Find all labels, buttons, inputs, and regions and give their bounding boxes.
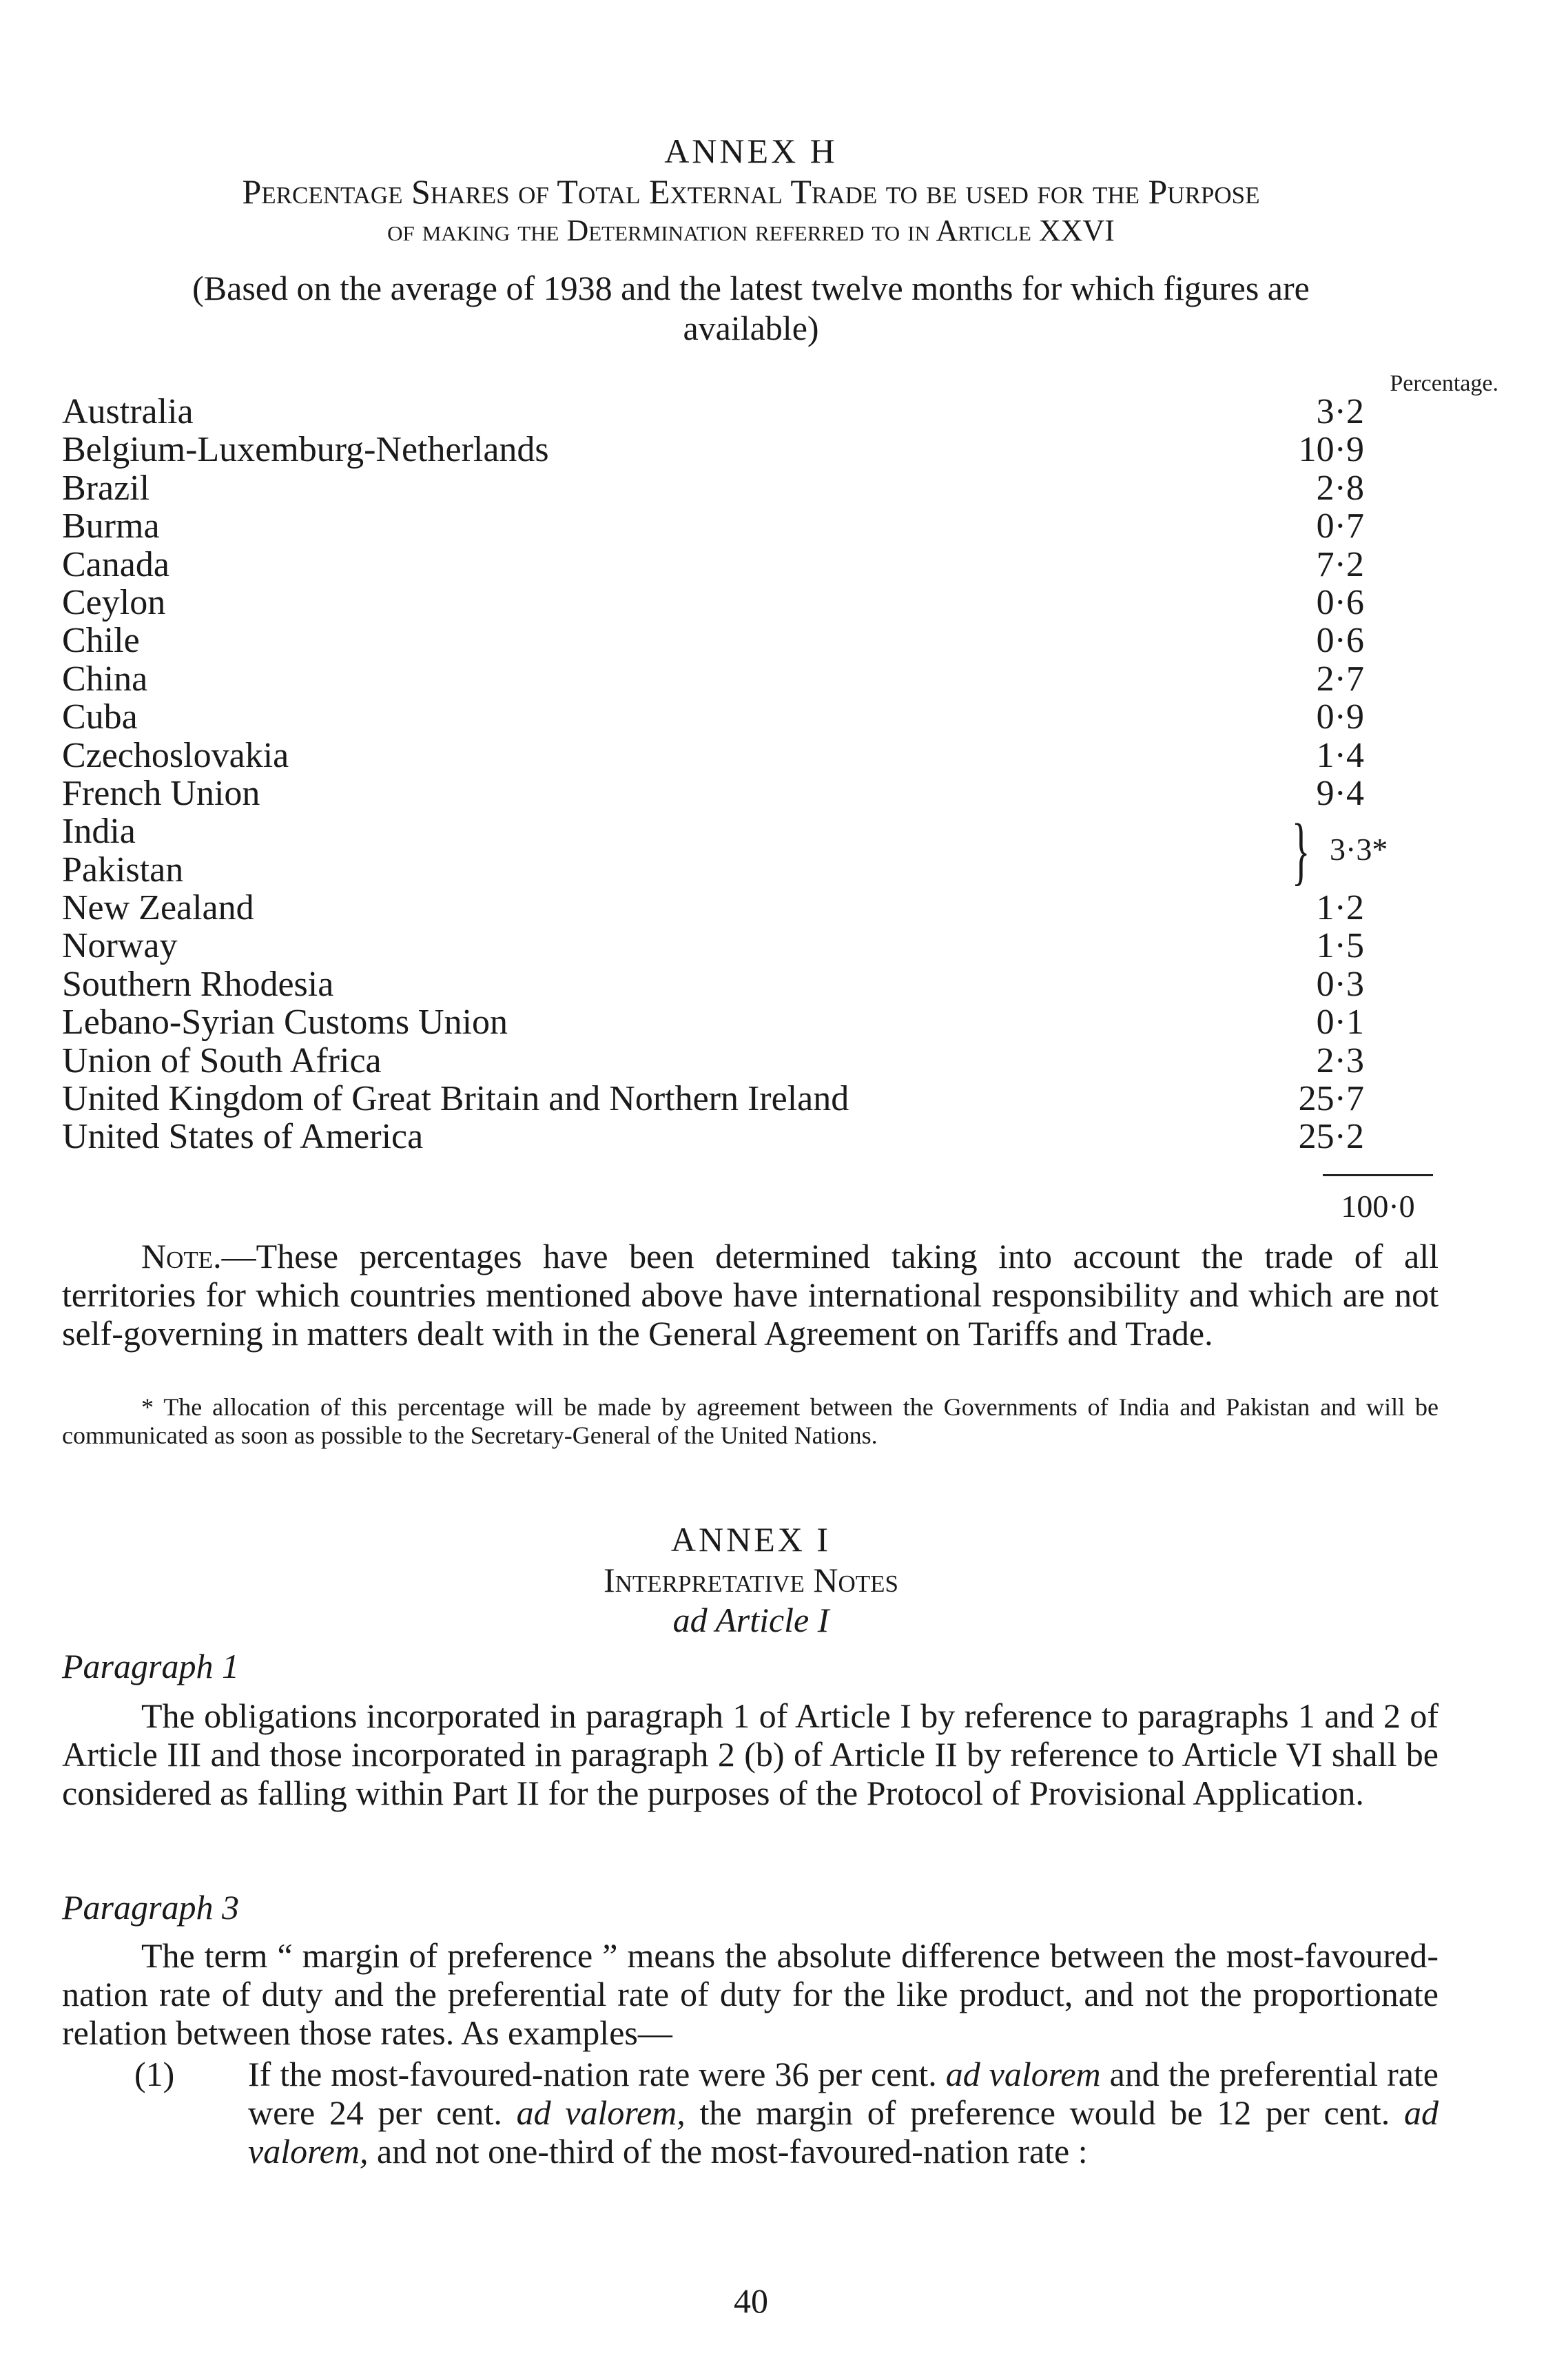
example-number: (1) (134, 2055, 175, 2093)
table-row: Belgium-Luxemburg-Netherlands 10·9 (62, 430, 1364, 470)
table-row: Lebano-Syrian Customs Union 0·1 (62, 1003, 1364, 1043)
table-row: Ceylon 0·6 (62, 582, 1364, 622)
table-row: Pakistan (62, 850, 184, 890)
table-row: French Union 9·4 (62, 773, 1364, 813)
footnote: * The allocation of this percentage will be made by agreement between the Governments of India and Pakistan and will be communicated as soon as possible to the Secretary-General of the United Nations. (62, 1393, 1439, 1449)
table-row: Czechoslovakia 1·4 (62, 735, 1364, 775)
table-row: Canada 7·2 (62, 544, 1364, 584)
paragraph-1-text: The obligations incorporated in paragraph 1 of Article I by reference to paragraphs 1 and 2 of Article III and those incorporated in paragraph 2 (b) of Article II by reference to Article VI shall be considered as falling within Part II for the purposes of the Protocol of Provisional Application. (62, 1696, 1439, 1812)
table-row: Norway 1·5 (62, 926, 1364, 966)
percentage-column-header: Percentage. (1390, 371, 1498, 396)
table-row: United States of America 25·2 (62, 1117, 1364, 1157)
document-page (62, 0, 1498, 2380)
table-row: Union of South Africa 2·3 (62, 1040, 1364, 1080)
table-row: Chile 0·6 (62, 621, 1364, 661)
percentage-table (62, 393, 1440, 1156)
brace-symbol: } (1292, 808, 1310, 893)
annex-h-subtitle-line1: Percentage Shares of Total External Trade to be used for the Purpose (242, 172, 1260, 211)
paragraph-3-text: The term “ margin of preference ” means the absolute difference between the most-favoured-nation rate of duty and the preferential rate of duty for the like product, and not the proportionate relation between those rates. As examples— (62, 1936, 1439, 2052)
annex-i-title: ANNEX I (670, 1520, 832, 1559)
paragraph-3-heading: Paragraph 3 (62, 1888, 239, 1927)
note-paragraph: Note.—These percentages have been determined taking into account the trade of all territories for which countries mentioned above have international responsibility and which are not self-governing in matters dealt with in the General Agreement on Tariffs and Trade. (62, 1237, 1439, 1353)
total-value: 100·0 (1341, 1189, 1415, 1224)
page-number: 40 (734, 2281, 768, 2320)
article-heading: ad Article I (672, 1601, 829, 1639)
table-row: Australia 3·2 (62, 392, 1364, 431)
table-row: Burma 0·7 (62, 506, 1364, 546)
annex-h-title: ANNEX H (664, 132, 838, 170)
table-row: United Kingdom of Great Britain and Northern Ireland 25·7 (62, 1079, 1364, 1119)
table-row: New Zealand 1·2 (62, 888, 1364, 928)
table-row: China 2·7 (62, 659, 1364, 699)
basis-line2: available) (683, 309, 819, 347)
table-row: Brazil 2·8 (62, 468, 1364, 508)
annex-h-subtitle-line2: of making the Determination referred to in Article XXVI (387, 214, 1115, 247)
basis-line1: (Based on the average of 1938 and the latest twelve months for which figures are (192, 269, 1310, 307)
example-text: If the most-favoured-nation rate were 36 per cent. ad valorem and the preferential rate were 24 per cent. ad valorem, the margin of preference would be 12 per cent. ad valorem, and not one-third of the most-favoured-nation rate : (248, 2055, 1439, 2171)
paragraph-1-heading: Paragraph 1 (62, 1647, 239, 1685)
total-rule (1323, 1174, 1433, 1176)
table-row: India } 3·3* (62, 808, 1388, 893)
india-pakistan-value: 3·3* (1330, 832, 1388, 868)
table-row: Southern Rhodesia 0·3 (62, 964, 1364, 1004)
annex-i-subtitle: Interpretative Notes (604, 1561, 898, 1599)
table-row: Cuba 0·9 (62, 697, 1364, 737)
